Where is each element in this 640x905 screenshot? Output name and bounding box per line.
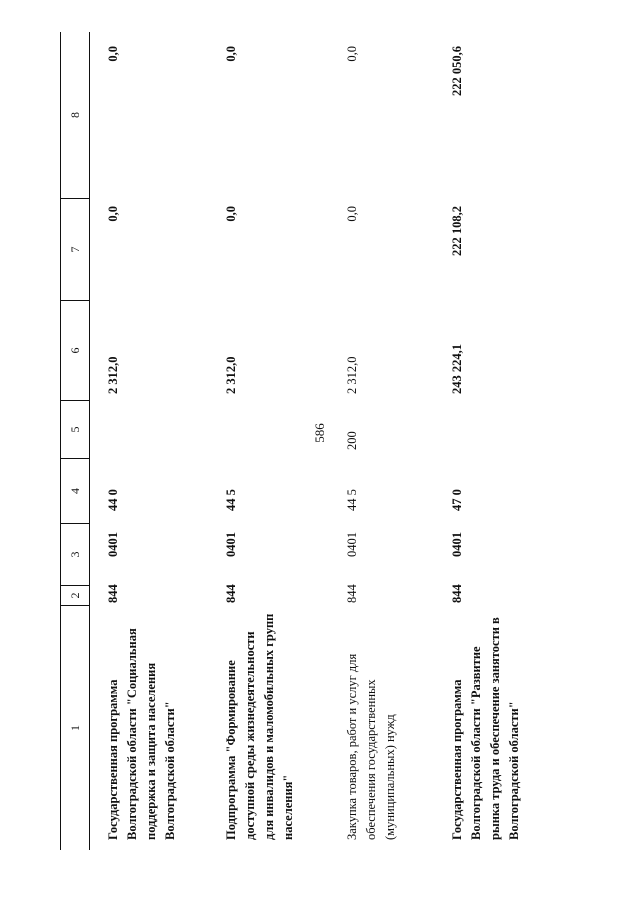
table-row — [104, 32, 180, 850]
row-target: 47 0 — [450, 489, 464, 511]
budget-table — [60, 32, 615, 850]
row-expense-type — [222, 400, 298, 458]
row-amount-col7: 0,0 — [224, 206, 238, 222]
page-number: 586 — [312, 423, 327, 443]
row-expense-type — [448, 400, 524, 458]
row-amount-col6: 2 312,0 — [224, 356, 238, 394]
row-code: 844 — [106, 584, 120, 603]
table-row — [448, 32, 524, 850]
row-section: 0401 — [224, 532, 238, 557]
row-code: 844 — [224, 584, 238, 603]
row-amount-col6: 243 224,1 — [450, 344, 464, 394]
column-header-2: 2 — [61, 585, 89, 605]
column-header-4: 4 — [61, 458, 89, 523]
row-target: 44 5 — [224, 489, 238, 511]
row-amount-col6: 2 312,0 — [345, 356, 359, 394]
row-expense-type: 200 — [345, 431, 359, 450]
row-target: 44 5 — [345, 489, 359, 511]
row-expense-type — [104, 400, 180, 458]
row-code: 844 — [345, 584, 359, 603]
column-header-5: 5 — [61, 400, 89, 458]
table-row — [222, 32, 298, 850]
table-row — [343, 32, 400, 850]
column-header-1: 1 — [61, 605, 89, 850]
row-amount-col8: 0,0 — [345, 46, 359, 62]
row-amount-col7: 0,0 — [106, 206, 120, 222]
row-amount-col8: 0,0 — [106, 46, 120, 62]
row-section: 0401 — [450, 532, 464, 557]
column-header-7: 7 — [61, 198, 89, 300]
row-amount-col6: 2 312,0 — [106, 356, 120, 394]
row-code: 844 — [450, 584, 464, 603]
row-amount-col7: 0,0 — [345, 206, 359, 222]
row-description: Закупка товаров, работ и услуг для обеспечения государственных (муниципальных) нужд — [345, 653, 397, 840]
row-amount-col7: 222 108,2 — [450, 206, 464, 256]
table-header — [60, 32, 90, 850]
row-section: 0401 — [106, 532, 120, 557]
row-amount-col8: 222 050,6 — [450, 46, 464, 96]
row-section: 0401 — [345, 532, 359, 557]
row-description: Государственная программа Волгоградской области "Социальная поддержка и защита населения Волгоградской области" — [106, 628, 177, 840]
row-target: 44 0 — [106, 489, 120, 511]
row-amount-col8: 0,0 — [224, 46, 238, 62]
budget-table-region — [60, 32, 615, 850]
column-header-3: 3 — [61, 523, 89, 585]
column-header-8: 8 — [68, 112, 82, 118]
column-header-6: 6 — [61, 300, 89, 400]
row-description: Государственная программа Волгоградской области "Развитие рынка труда и обеспечение занятости в Волгоградской области" — [450, 617, 521, 840]
row-description: Подпрограмма "Формирование доступной среды жизнедеятельности для инвалидов и маломобильных групп населения" — [224, 613, 295, 840]
